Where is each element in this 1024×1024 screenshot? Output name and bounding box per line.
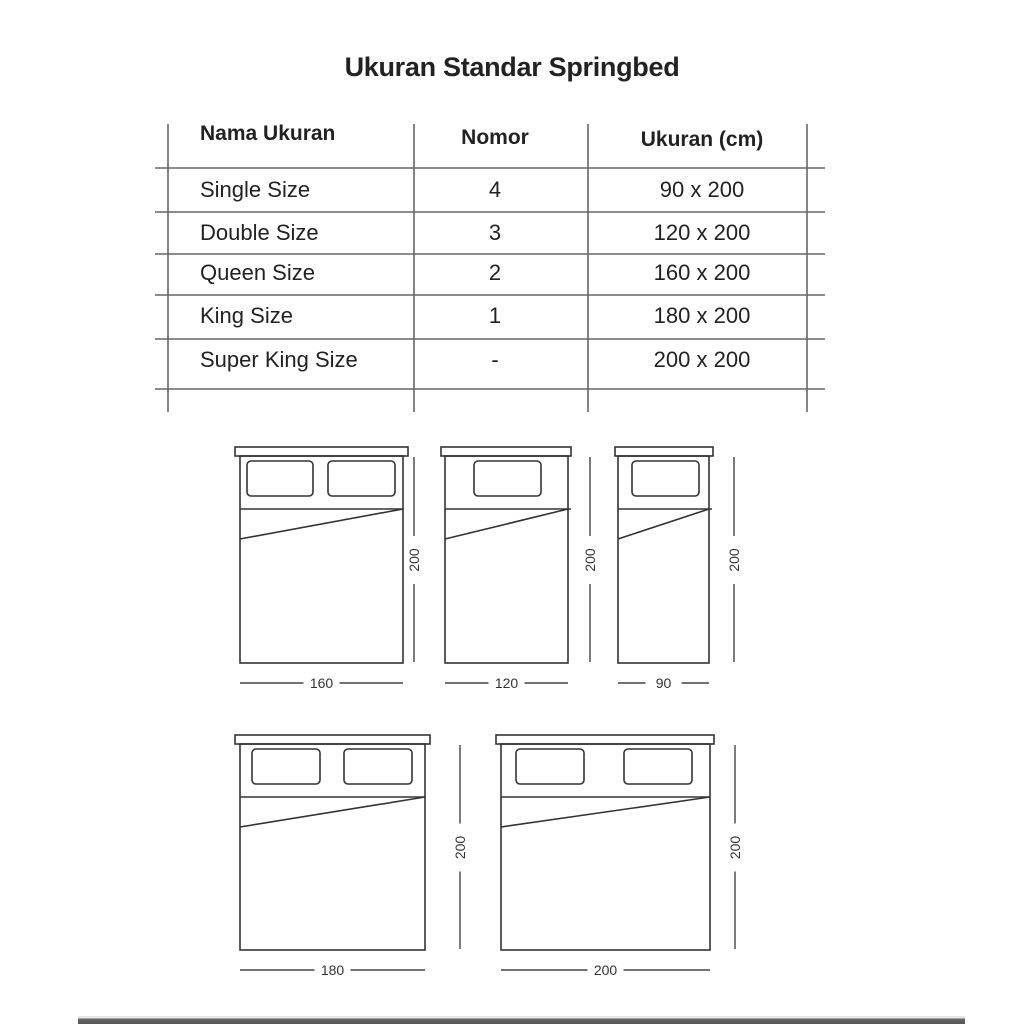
bed-diagram-200 (496, 735, 743, 978)
pillow (328, 461, 395, 496)
bed-diagram-180 (235, 735, 468, 978)
headboard (235, 447, 408, 456)
length-label: 200 (727, 835, 743, 860)
blanket-fold (240, 509, 403, 539)
size-name-cell: Single Size (200, 177, 311, 202)
pillow (252, 749, 320, 784)
bottom-bar (78, 1016, 965, 1024)
length-label: 200 (406, 548, 422, 572)
size-number-cell: 2 (488, 260, 502, 285)
headboard (235, 735, 430, 744)
headboard (441, 447, 571, 456)
size-number-cell: 4 (488, 177, 502, 202)
bed-diagram-120 (441, 447, 598, 691)
pillow (624, 749, 692, 784)
blanket-fold (445, 509, 568, 539)
page-title: Ukuran Standar Springbed (344, 52, 680, 82)
length-label: 200 (582, 548, 598, 572)
size-number-cell: 1 (488, 303, 502, 328)
pillow (632, 461, 699, 496)
bed-frame (240, 456, 403, 663)
bed-frame (445, 456, 568, 663)
pillow (344, 749, 412, 784)
size-name-cell: King Size (200, 303, 293, 328)
length-label: 200 (726, 548, 742, 572)
length-label: 200 (452, 835, 468, 860)
header-nomor: Nomor (461, 126, 529, 149)
size-number-cell: 3 (488, 220, 502, 245)
width-label: 90 (655, 675, 672, 691)
pillow (516, 749, 584, 784)
size-dimensions-cell: 180 x 200 (653, 303, 751, 328)
size-number-cell: - (491, 347, 499, 372)
bed-diagram-160 (235, 447, 422, 691)
bed-diagram-90 (615, 447, 742, 691)
header-ukuran: Ukuran (cm) (640, 128, 764, 151)
size-dimensions-cell: 90 x 200 (659, 177, 745, 202)
size-name-cell: Queen Size (200, 260, 315, 285)
pillow (247, 461, 313, 496)
blanket-fold (618, 509, 709, 539)
size-dimensions-cell: 160 x 200 (653, 260, 751, 285)
bed-frame (240, 744, 425, 950)
bed-frame (501, 744, 710, 950)
size-name-cell: Double Size (200, 220, 319, 245)
header-nama-ukuran: Nama Ukuran (200, 122, 336, 145)
blanket-fold (501, 797, 710, 827)
size-name-cell: Super King Size (200, 347, 358, 372)
size-dimensions-cell: 200 x 200 (653, 347, 751, 372)
pillow (474, 461, 541, 496)
width-label: 200 (593, 962, 618, 978)
headboard (615, 447, 713, 456)
blanket-fold (240, 797, 425, 827)
width-label: 180 (320, 962, 345, 978)
width-label: 120 (494, 675, 519, 691)
size-dimensions-cell: 120 x 200 (653, 220, 751, 245)
headboard (496, 735, 714, 744)
width-label: 160 (309, 675, 334, 691)
